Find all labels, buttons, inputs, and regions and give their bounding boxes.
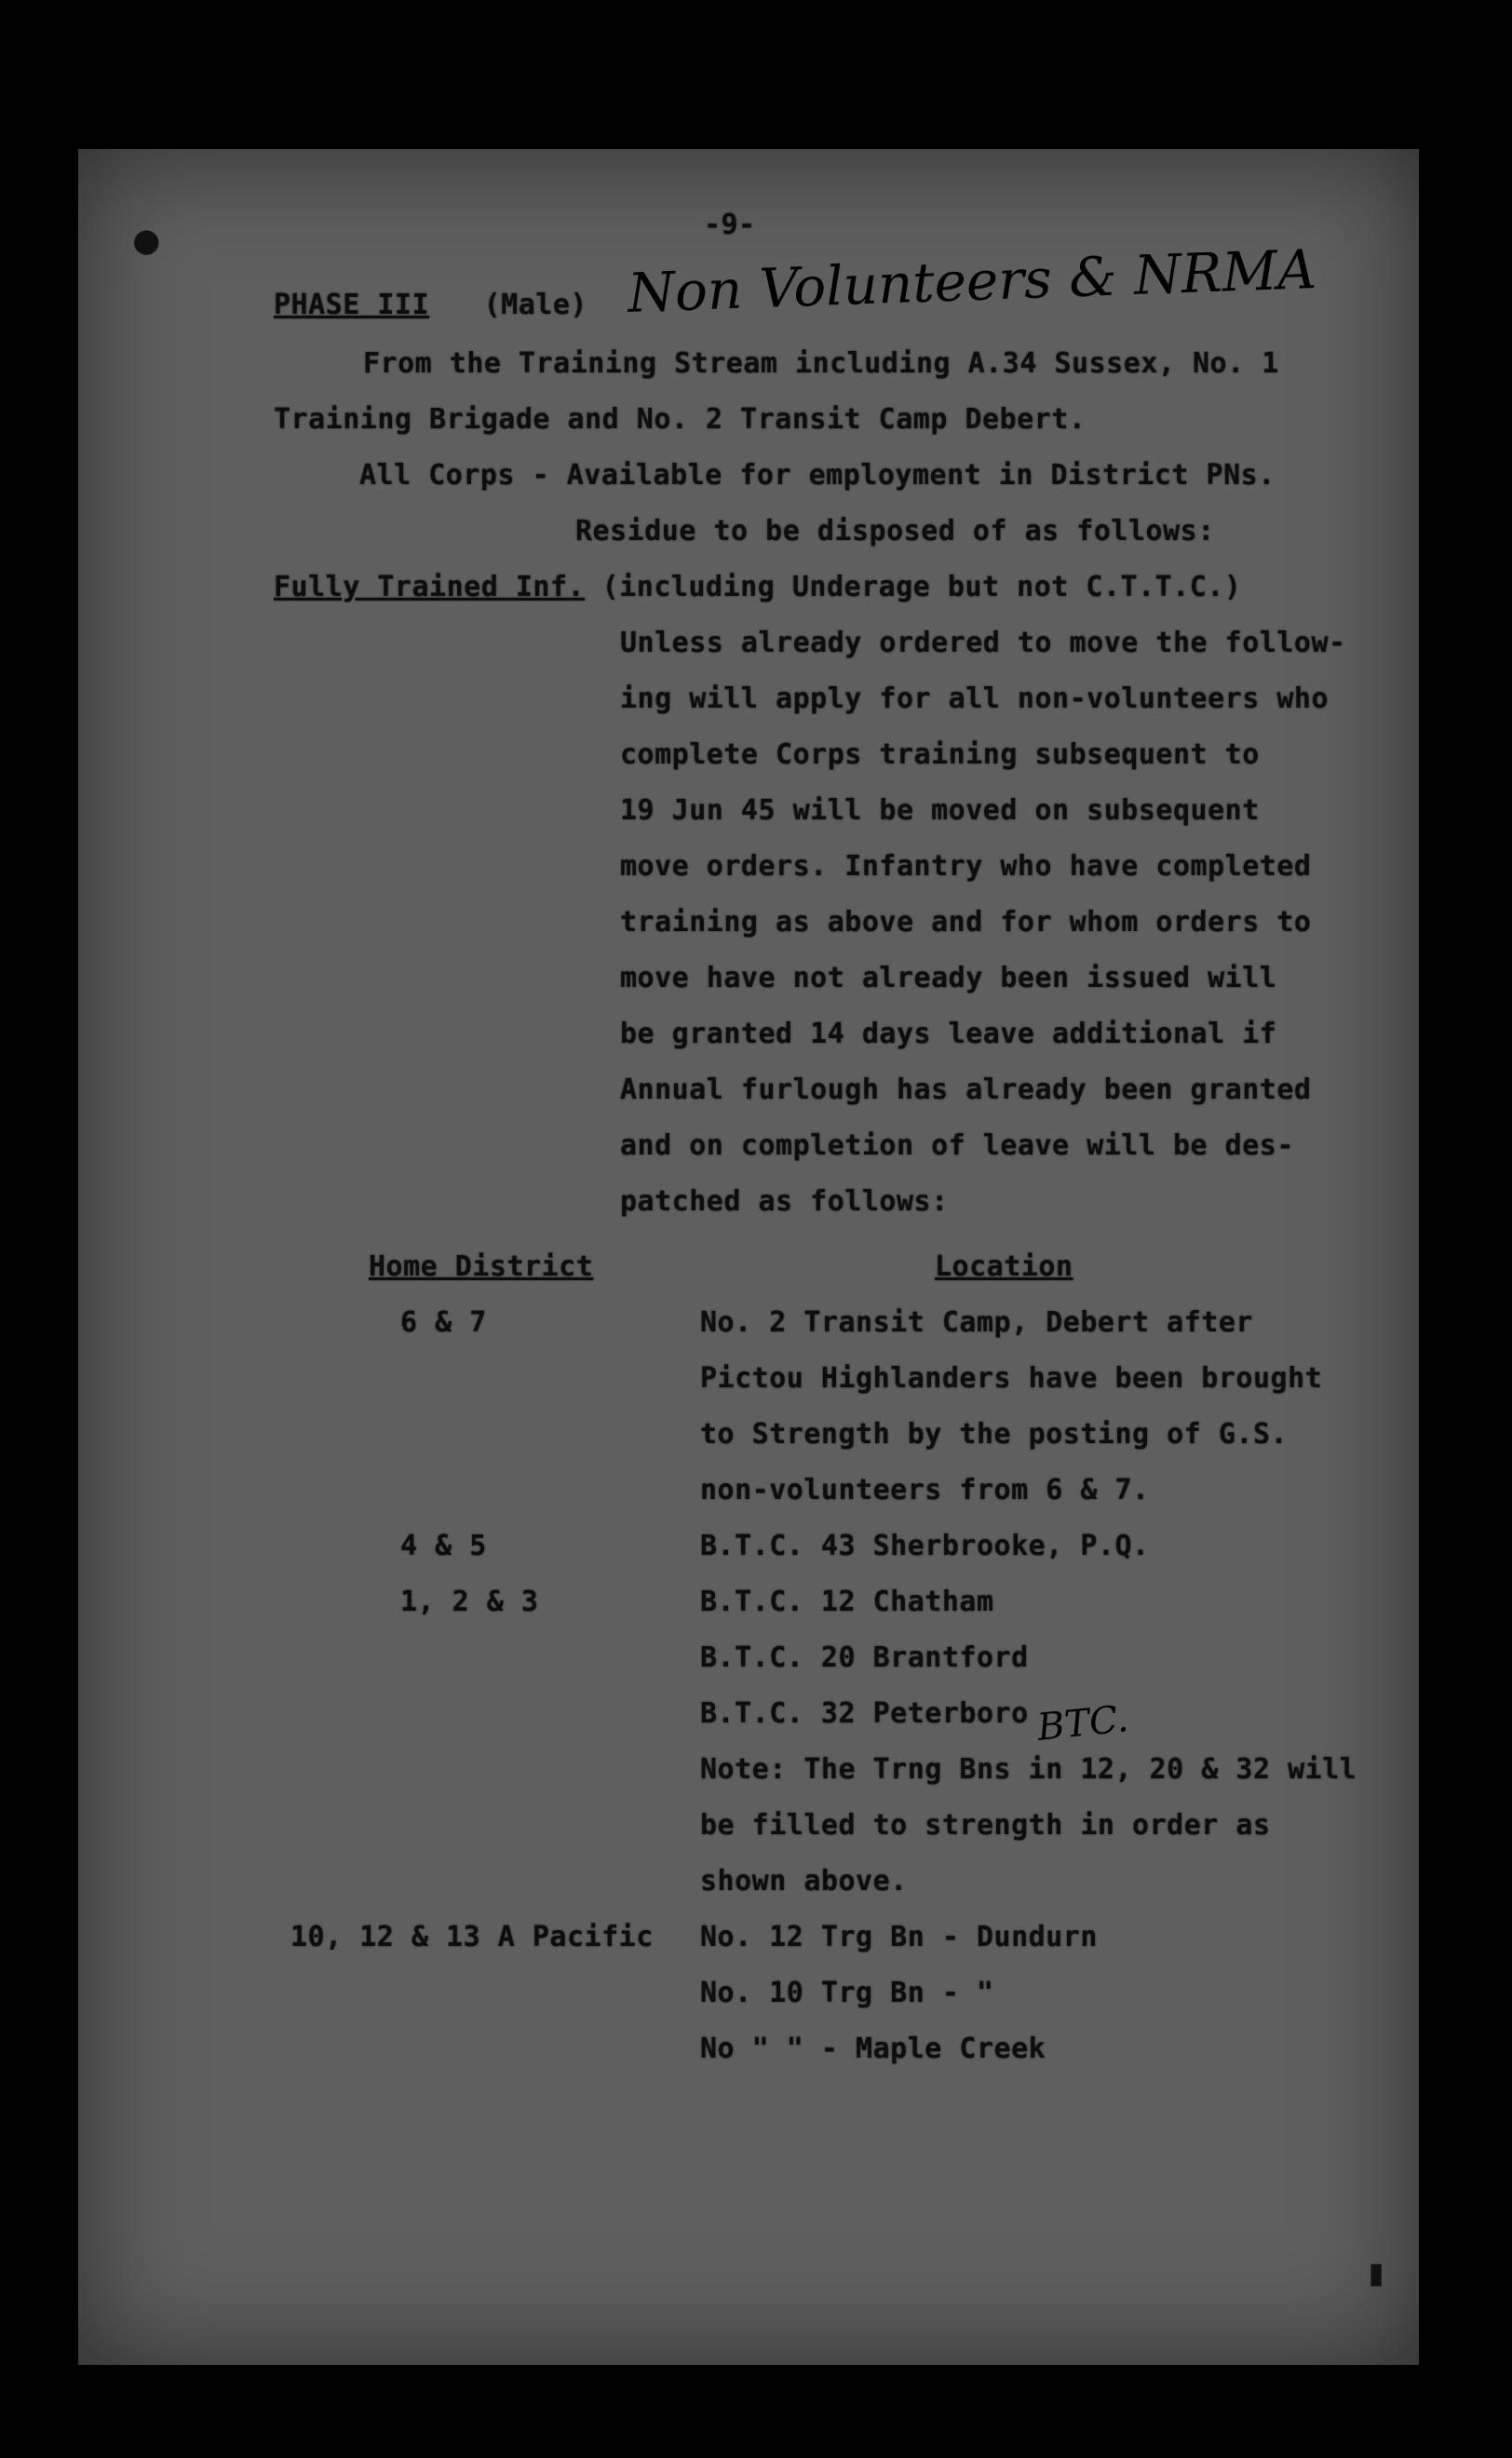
binder-hole-mark: ● xyxy=(134,216,159,263)
location-6-7-line-3: to Strength by the posting of G.S. xyxy=(700,1418,1289,1451)
paragraph-line-5: move orders. Infantry who have completed xyxy=(620,850,1312,883)
location-1-2-3-line-5: be filled to strength in order as xyxy=(700,1809,1271,1842)
district-4-5: 4 & 5 xyxy=(400,1530,487,1562)
location-pacific-line-1: No. 12 Trg Bn - Dundurn xyxy=(700,1921,1098,1953)
location-1-2-3-line-6: shown above. xyxy=(700,1865,908,1898)
phase-heading xyxy=(274,289,587,322)
handwritten-margin-note: BTC. xyxy=(1034,1697,1131,1749)
location-4-5-line-1: B.T.C. 43 Sherbrooke, P.Q. xyxy=(700,1530,1150,1562)
location-1-2-3-line-2: B.T.C. 20 Brantford xyxy=(700,1641,1029,1674)
district-1-2-3: 1, 2 & 3 xyxy=(400,1586,539,1618)
paragraph-line-6: training as above and for whom orders to xyxy=(620,906,1312,939)
intro-line-4: Residue to be disposed of as follows: xyxy=(575,515,1215,547)
location-pacific-line-3: No " " - Maple Creek xyxy=(700,2033,1046,2065)
fully-trained-qualifier: (including Underage but not C.T.T.C.) xyxy=(585,571,1242,603)
intro-line-1: From the Training Stream including A.34 Sussex, No. 1 xyxy=(363,347,1279,380)
paragraph-line-11: patched as follows: xyxy=(620,1185,949,1218)
paragraph-line-1: Unless already ordered to move the follow- xyxy=(620,627,1346,659)
paragraph-line-10: and on completion of leave will be des- xyxy=(620,1129,1294,1162)
location-6-7-line-4: non-volunteers from 6 & 7. xyxy=(700,1474,1150,1506)
intro-line-2: Training Brigade and No. 2 Transit Camp Debert. xyxy=(274,403,1087,436)
page-number: -9- xyxy=(704,209,756,241)
location-1-2-3-line-3: B.T.C. 32 Peterboro xyxy=(700,1697,1029,1730)
column-header-location: Location xyxy=(935,1250,1073,1283)
location-pacific-line-2: No. 10 Trg Bn - " xyxy=(700,1977,994,2009)
column-header-home-district: Home District xyxy=(369,1250,594,1283)
paragraph-line-8: be granted 14 days leave additional if xyxy=(620,1018,1277,1050)
paragraph-line-9: Annual furlough has already been granted xyxy=(620,1074,1312,1106)
intro-line-3: All Corps - Available for employment in District PNs. xyxy=(359,459,1276,492)
district-6-7: 6 & 7 xyxy=(400,1306,487,1339)
phase-qualifier: (Male) xyxy=(483,289,587,321)
handwritten-header-note: Non Volunteers & NRMA xyxy=(627,237,1317,325)
fully-trained-heading xyxy=(274,571,1241,604)
edge-mark: ▮ xyxy=(1365,2251,1388,2294)
location-6-7-line-1: No. 2 Transit Camp, Debert after xyxy=(700,1306,1253,1339)
location-6-7-line-2: Pictou Highlanders have been brought xyxy=(700,1362,1323,1395)
paragraph-line-2: ing will apply for all non-volunteers who xyxy=(620,682,1330,715)
phase-title: PHASE III xyxy=(274,289,430,321)
document-page xyxy=(78,149,1419,2365)
paragraph-line-3: complete Corps training subsequent to xyxy=(620,738,1260,771)
paragraph-line-4: 19 Jun 45 will be moved on subsequent xyxy=(620,794,1260,827)
location-1-2-3-line-4: Note: The Trng Bns in 12, 20 & 32 will xyxy=(700,1753,1357,1786)
fully-trained-label: Fully Trained Inf. xyxy=(274,571,586,603)
paragraph-line-7: move have not already been issued will xyxy=(620,962,1277,994)
district-10-12-13-pacific: 10, 12 & 13 A Pacific xyxy=(290,1921,654,1953)
location-1-2-3-line-1: B.T.C. 12 Chatham xyxy=(700,1586,994,1618)
